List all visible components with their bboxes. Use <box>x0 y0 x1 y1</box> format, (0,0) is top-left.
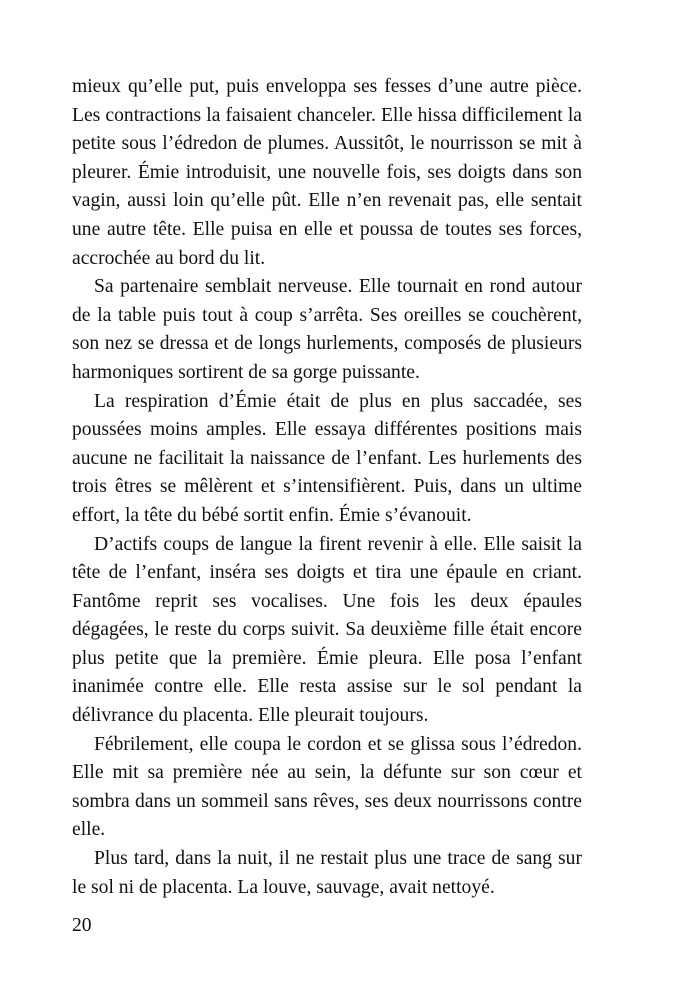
paragraph-4: D’actifs coups de langue la firent revenir à elle. Elle saisit la tête de l’enfant, inséra ses doigts et tira une épaule en criant. Fantôme reprit ses vocalises. Une fois les deux épaules dégagées, le reste du corps suivit. Sa deuxième fille était encore plus petite que la première. Émie pleura. Elle posa l’enfant inanimée contre elle. Elle resta assise sur le sol pendant la délivrance du placenta. Elle pleurait toujours. <box>72 533 582 727</box>
paragraph-2: Sa partenaire semblait nerveuse. Elle tournait en rond autour de la table puis tout à coup s’arrêta. Ses oreilles se couchèrent, son nez se dressa et de longs hurlements, composés de plusieurs harmoniques sortirent de sa gorge puissante. <box>72 276 582 383</box>
paragraph-5: Fébrilement, elle coupa le cordon et se glissa sous l’édredon. Elle mit sa première née au sein, la défunte sur son cœur et sombra dans un sommeil sans rêves, ses deux nourrissons contre elle. <box>72 733 582 841</box>
page-number: 20 <box>72 915 92 936</box>
paragraph-6: Plus tard, dans la nuit, il ne restait plus une trace de sang sur le sol ni de placenta. La louve, sauvage, avait nettoyé. <box>72 848 582 898</box>
paragraph-3: La respiration d’Émie était de plus en plus saccadée, ses poussées moins amples. Elle essaya différentes positions mais aucune ne facilitait la naissance de l’enfant. Les hurlements des trois êtres se mêlèrent et s’intensifièrent. Puis, dans un ultime effort, la tête du bébé sortit enfin. Émie s’évanouit. <box>72 390 582 526</box>
body-text <box>72 73 582 902</box>
paragraph-1: mieux qu’elle put, puis enveloppa ses fesses d’une autre pièce. Les contractions la faisaient chanceler. Elle hissa difficilement la petite sous l’édredon de plumes. Aussitôt, le nourrisson se mit à pleurer. Émie introduisit, une nouvelle fois, ses doigts dans son vagin, aussi loin qu’elle pût. Elle n’en revenait pas, elle sentait une autre tête. Elle puisa en elle et poussa de toutes ses forces, accrochée au bord du lit. <box>72 76 582 269</box>
